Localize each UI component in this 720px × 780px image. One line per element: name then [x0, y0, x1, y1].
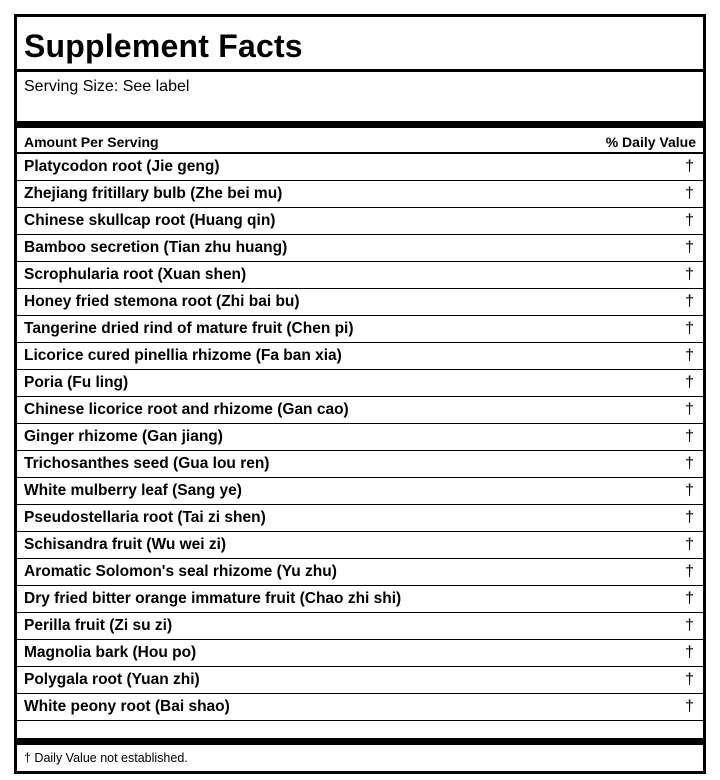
ingredient-name: White mulberry leaf (Sang ye) — [24, 482, 242, 499]
daily-value-dagger: † — [685, 671, 694, 688]
ingredient-list — [17, 154, 703, 721]
daily-value-dagger: † — [685, 266, 694, 283]
ingredient-row — [17, 154, 703, 181]
daily-value-dagger: † — [685, 239, 694, 256]
ingredient-row — [17, 478, 703, 505]
panel-title: Supplement Facts — [24, 28, 303, 64]
ingredient-name: Perilla fruit (Zi su zi) — [24, 617, 173, 634]
daily-value-dagger: † — [685, 698, 694, 715]
daily-value-dagger: † — [685, 509, 694, 526]
daily-value-dagger: † — [685, 482, 694, 499]
thick-divider — [17, 121, 703, 128]
column-header — [24, 133, 696, 151]
daily-value-dagger: † — [685, 347, 694, 364]
footnote: † Daily Value not established. — [24, 751, 188, 765]
daily-value-label: % Daily Value — [605, 134, 696, 150]
daily-value-dagger: † — [685, 428, 694, 445]
footer-thick-divider — [17, 738, 703, 745]
ingredient-name: Honey fried stemona root (Zhi bai bu) — [24, 293, 300, 310]
ingredient-name: Poria (Fu ling) — [24, 374, 129, 391]
daily-value-dagger: † — [685, 320, 694, 337]
serving-size: Serving Size: See label — [24, 78, 190, 95]
title-divider — [17, 69, 703, 72]
daily-value-dagger: † — [685, 212, 694, 229]
daily-value-dagger: † — [685, 455, 694, 472]
ingredient-name: Schisandra fruit (Wu wei zi) — [24, 536, 227, 553]
ingredient-name: Platycodon root (Jie geng) — [24, 158, 220, 175]
ingredient-name: White peony root (Bai shao) — [24, 698, 230, 715]
ingredient-name: Zhejiang fritillary bulb (Zhe bei mu) — [24, 185, 283, 202]
ingredient-row — [17, 316, 703, 343]
ingredient-name: Chinese licorice root and rhizome (Gan cao) — [24, 401, 349, 418]
daily-value-dagger: † — [685, 644, 694, 661]
ingredient-row — [17, 559, 703, 586]
ingredient-row — [17, 343, 703, 370]
daily-value-dagger: † — [685, 536, 694, 553]
ingredient-name: Bamboo secretion (Tian zhu huang) — [24, 239, 288, 256]
amount-per-serving-label: Amount Per Serving — [24, 134, 159, 150]
daily-value-dagger: † — [685, 590, 694, 607]
daily-value-dagger: † — [685, 158, 694, 175]
ingredient-name: Aromatic Solomon's seal rhizome (Yu zhu) — [24, 563, 337, 580]
ingredient-row — [17, 451, 703, 478]
ingredient-row — [17, 667, 703, 694]
ingredient-row — [17, 397, 703, 424]
ingredient-name: Chinese skullcap root (Huang qin) — [24, 212, 276, 229]
ingredient-row — [17, 370, 703, 397]
daily-value-dagger: † — [685, 374, 694, 391]
ingredient-row — [17, 424, 703, 451]
ingredient-name: Trichosanthes seed (Gua lou ren) — [24, 455, 270, 472]
ingredient-row — [17, 208, 703, 235]
ingredient-row — [17, 235, 703, 262]
ingredient-name: Tangerine dried rind of mature fruit (Chen pi) — [24, 320, 354, 337]
ingredient-name: Polygala root (Yuan zhi) — [24, 671, 200, 688]
daily-value-dagger: † — [685, 293, 694, 310]
ingredient-row — [17, 505, 703, 532]
ingredient-row — [17, 586, 703, 613]
ingredient-name: Licorice cured pinellia rhizome (Fa ban xia) — [24, 347, 342, 364]
ingredient-row — [17, 262, 703, 289]
daily-value-dagger: † — [685, 617, 694, 634]
ingredient-row — [17, 640, 703, 667]
supplement-facts-panel — [14, 14, 706, 774]
ingredient-row — [17, 181, 703, 208]
daily-value-dagger: † — [685, 563, 694, 580]
ingredient-name: Ginger rhizome (Gan jiang) — [24, 428, 223, 445]
ingredient-row — [17, 694, 703, 721]
daily-value-dagger: † — [685, 185, 694, 202]
ingredient-name: Dry fried bitter orange immature fruit (Chao zhi shi) — [24, 590, 402, 607]
daily-value-dagger: † — [685, 401, 694, 418]
ingredient-name: Pseudostellaria root (Tai zi shen) — [24, 509, 266, 526]
ingredient-name: Magnolia bark (Hou po) — [24, 644, 197, 661]
ingredient-row — [17, 289, 703, 316]
ingredient-row — [17, 613, 703, 640]
ingredient-row — [17, 532, 703, 559]
ingredient-name: Scrophularia root (Xuan shen) — [24, 266, 247, 283]
